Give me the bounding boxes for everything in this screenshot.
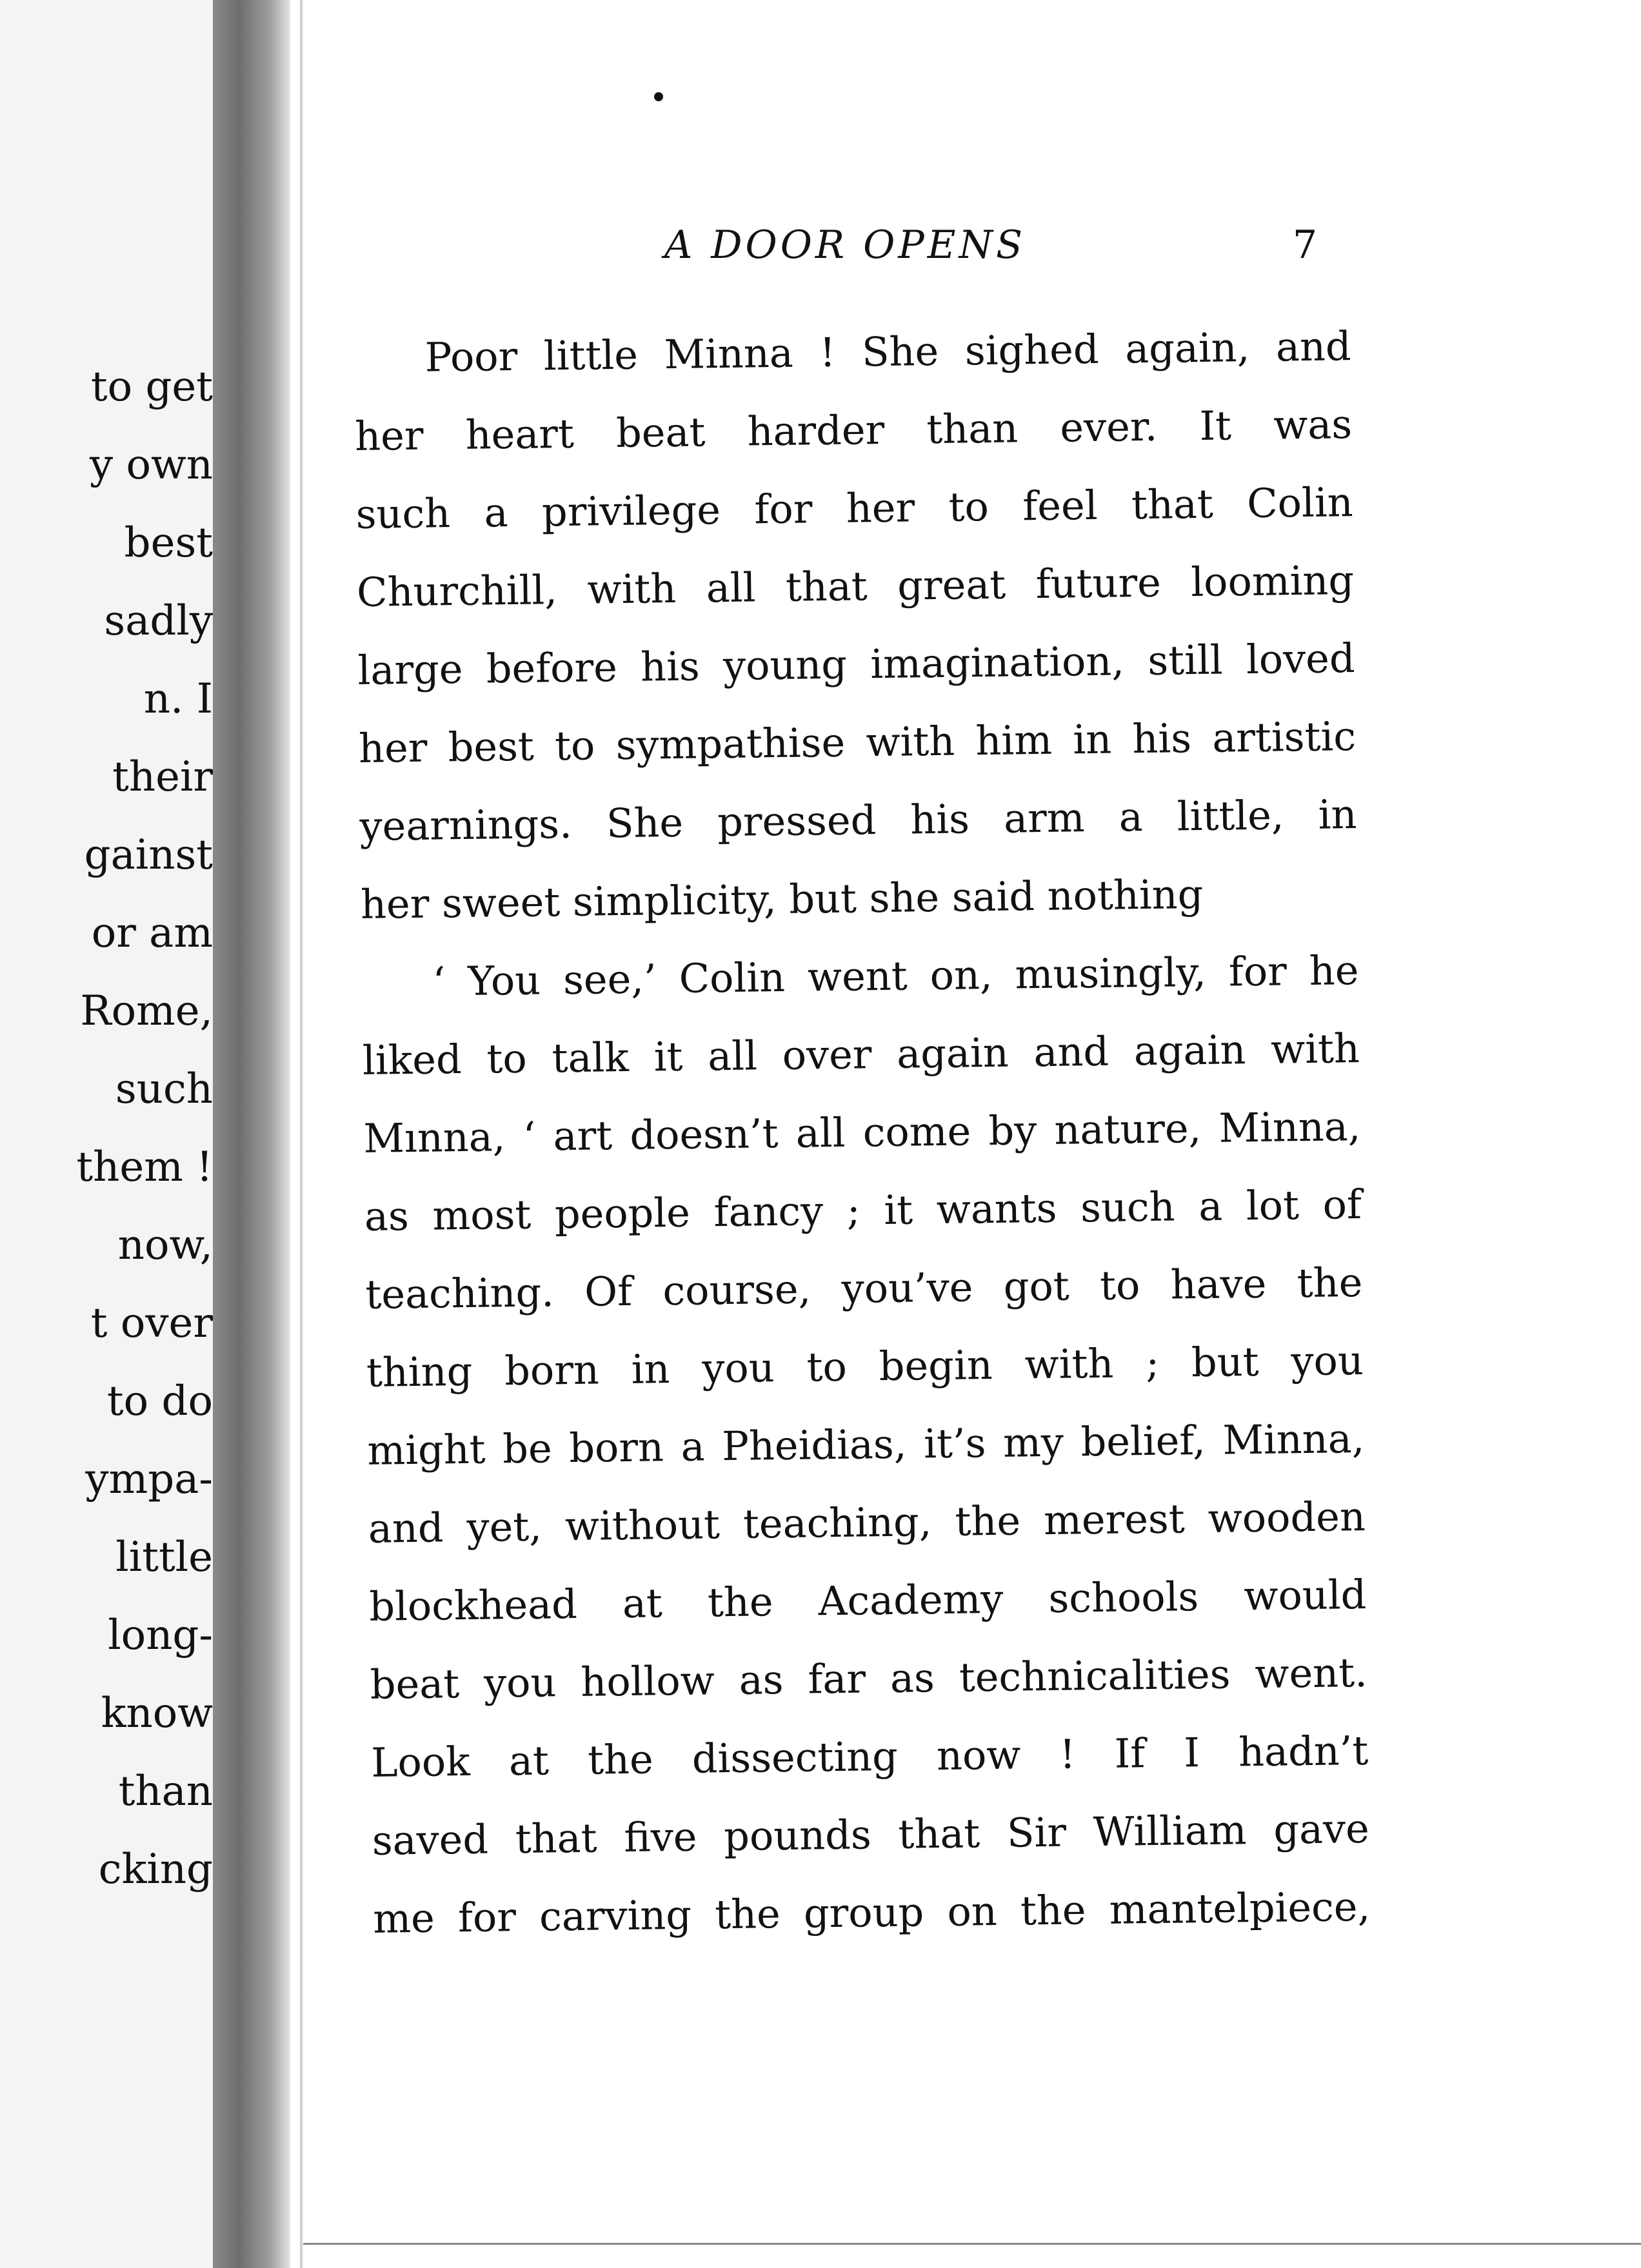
- word: young: [722, 640, 848, 690]
- word: harder: [747, 406, 885, 455]
- text-line: [368, 1477, 1366, 1568]
- word: Pheidias,: [721, 1420, 907, 1470]
- word: yearnings.: [359, 800, 573, 850]
- word: !: [819, 328, 836, 377]
- text-line: [372, 1790, 1369, 1880]
- word: that: [898, 1809, 980, 1858]
- word: little,: [1177, 791, 1284, 840]
- word: five: [623, 1813, 697, 1862]
- text-line: [362, 1009, 1360, 1099]
- facing-page-line: to do: [106, 1377, 213, 1425]
- text-line: [369, 1555, 1367, 1646]
- book-gutter: [213, 0, 290, 2268]
- word: her: [846, 484, 915, 532]
- word: was: [1273, 400, 1353, 449]
- word: to: [1099, 1261, 1140, 1309]
- text-line: [370, 1633, 1368, 1724]
- facing-page-line: long-: [108, 1612, 213, 1659]
- word: mantelpiece,: [1109, 1882, 1371, 1933]
- word: imagination,: [870, 637, 1125, 688]
- word: the: [714, 1890, 781, 1938]
- word: !: [1059, 1730, 1076, 1778]
- facing-page-line: Rome,: [80, 987, 213, 1035]
- word: gave: [1273, 1804, 1370, 1853]
- word: art: [553, 1112, 613, 1160]
- word: course,: [662, 1265, 811, 1315]
- word: group: [803, 1888, 924, 1937]
- facing-page-line: to get: [90, 363, 213, 411]
- word: doesn’t: [629, 1110, 779, 1159]
- word: with: [866, 717, 955, 766]
- word: now: [936, 1731, 1021, 1780]
- word: people: [554, 1188, 691, 1238]
- word: that: [1131, 480, 1214, 529]
- word: to: [486, 1034, 528, 1083]
- word: his: [910, 795, 970, 843]
- word: come: [862, 1107, 971, 1156]
- word: in: [1072, 715, 1112, 764]
- word: ‘: [432, 958, 446, 1005]
- word: got: [1003, 1262, 1070, 1310]
- word: see,’: [562, 955, 657, 1004]
- word: artistic: [1211, 713, 1357, 762]
- word: nature,: [1054, 1105, 1202, 1154]
- word: but: [1191, 1337, 1260, 1386]
- word: such: [355, 489, 451, 538]
- text-line: her sweet simplicity, but she said nothing: [360, 870, 1204, 928]
- word: Sir: [1006, 1808, 1067, 1857]
- facing-page-line: y own: [89, 441, 213, 489]
- word: and: [368, 1504, 444, 1552]
- word: in: [1318, 791, 1357, 838]
- word: without: [564, 1501, 721, 1550]
- word: ever.: [1059, 402, 1158, 451]
- word: wants: [936, 1184, 1057, 1234]
- text-line: [365, 1243, 1363, 1334]
- word: it’s: [923, 1419, 986, 1468]
- word: liked: [362, 1036, 462, 1084]
- word: a: [1198, 1182, 1223, 1230]
- word: privilege: [541, 486, 721, 536]
- word: again: [1133, 1026, 1246, 1075]
- word: in: [631, 1345, 670, 1393]
- word: Academy: [818, 1575, 1004, 1625]
- word: sighed: [964, 325, 1099, 375]
- facing-page-line: best: [124, 519, 213, 567]
- facing-page-line: know: [101, 1690, 213, 1737]
- facing-page-line: ympa-: [85, 1455, 213, 1503]
- word: on,: [930, 951, 993, 1000]
- word: you: [483, 1659, 557, 1707]
- text-line: [361, 931, 1359, 1021]
- facing-page-line: now,: [117, 1221, 213, 1269]
- word: to: [806, 1343, 848, 1391]
- word: pressed: [717, 796, 877, 846]
- text-line: [354, 385, 1352, 475]
- word: Minna,: [1222, 1414, 1365, 1464]
- word: Minna,: [1218, 1103, 1361, 1152]
- text-line: [371, 1711, 1369, 1802]
- word: at: [508, 1737, 550, 1785]
- word: would: [1243, 1570, 1367, 1620]
- word: Churchill,: [356, 566, 558, 616]
- facing-page-line: such: [115, 1065, 213, 1113]
- word: Mınna,: [363, 1113, 506, 1162]
- word: most: [432, 1190, 532, 1239]
- word: as: [739, 1656, 784, 1704]
- word: for: [1228, 947, 1288, 996]
- word: be: [502, 1425, 553, 1473]
- word: belief,: [1080, 1416, 1206, 1466]
- word: yet,: [466, 1503, 542, 1551]
- word: She: [606, 798, 684, 847]
- facing-page-line: or am: [91, 909, 213, 957]
- text-line: [355, 463, 1353, 553]
- word: all: [795, 1109, 846, 1157]
- word: dissecting: [691, 1732, 899, 1782]
- word: with: [1270, 1025, 1360, 1073]
- word: his: [1131, 715, 1192, 763]
- word: than: [926, 404, 1019, 453]
- word: future: [1035, 558, 1162, 608]
- word: Colin: [1246, 478, 1354, 528]
- word: thing: [366, 1347, 473, 1396]
- word: carving: [539, 1891, 692, 1940]
- word: heart: [465, 409, 575, 459]
- word: all: [707, 1032, 758, 1080]
- word: feel: [1022, 481, 1098, 530]
- word: to: [554, 722, 595, 770]
- word: William: [1093, 1806, 1247, 1856]
- word: with: [1024, 1339, 1114, 1388]
- word: the: [1020, 1886, 1086, 1935]
- facing-page-line: sadly: [104, 597, 213, 645]
- word: over: [782, 1030, 872, 1079]
- word: Poor: [424, 332, 518, 381]
- word: as: [364, 1192, 410, 1240]
- facing-page-line: their: [112, 753, 213, 801]
- text-line: [373, 1868, 1371, 1958]
- word: Look: [370, 1737, 471, 1786]
- word: that: [515, 1814, 597, 1863]
- word: it: [653, 1032, 683, 1081]
- word: again: [896, 1029, 1009, 1078]
- text-line: [357, 619, 1355, 709]
- word: teaching.: [365, 1268, 555, 1318]
- running-head: A DOOR OPENS: [664, 222, 1026, 268]
- word: he: [1309, 947, 1359, 994]
- word: ;: [846, 1187, 861, 1234]
- word: still: [1147, 636, 1224, 684]
- text-line: [353, 307, 1351, 397]
- word: my: [1002, 1418, 1064, 1466]
- word: musingly,: [1015, 948, 1207, 998]
- text-line: [364, 1165, 1362, 1256]
- word: She: [861, 327, 939, 376]
- facing-page-line: little: [115, 1533, 213, 1581]
- word: talk: [552, 1033, 630, 1082]
- word: at: [622, 1579, 663, 1628]
- word: ;: [1145, 1339, 1160, 1387]
- word: as: [890, 1654, 935, 1702]
- word: born: [504, 1346, 600, 1395]
- body-text: [353, 307, 1371, 1958]
- word: again,: [1124, 324, 1250, 373]
- gutter-crease: [300, 0, 303, 2268]
- word: You: [467, 956, 541, 1005]
- word: hadn’t: [1238, 1726, 1369, 1776]
- word: Colin: [679, 953, 786, 1002]
- word: teaching,: [742, 1498, 932, 1548]
- word: you: [701, 1344, 775, 1392]
- word: ‘: [522, 1112, 536, 1160]
- word: her: [354, 411, 424, 460]
- word: begin: [879, 1341, 993, 1390]
- text-line: [363, 1087, 1361, 1178]
- word: Of: [584, 1267, 633, 1316]
- facing-page-line: gainst: [84, 831, 213, 879]
- word: of: [1322, 1181, 1362, 1228]
- facing-page-line: them !: [76, 1143, 213, 1191]
- facing-page-text: [0, 348, 213, 1909]
- word: blockhead: [368, 1580, 578, 1630]
- word: have: [1170, 1259, 1267, 1308]
- word: a: [681, 1423, 706, 1470]
- word: little: [543, 331, 639, 380]
- word: to: [948, 482, 990, 531]
- word: merest: [1043, 1495, 1186, 1544]
- word: looming: [1190, 557, 1355, 606]
- word: went.: [1254, 1648, 1368, 1698]
- word: before: [486, 644, 618, 693]
- word: beat: [615, 408, 706, 457]
- word: him: [975, 716, 1053, 765]
- word: a: [1119, 793, 1144, 841]
- word: hollow: [580, 1657, 715, 1706]
- word: his: [640, 642, 701, 691]
- word: arm: [1003, 794, 1085, 842]
- word: Minna: [664, 329, 794, 379]
- word: sympathise: [615, 718, 846, 769]
- text-line: [359, 775, 1357, 865]
- page-number: 7: [1293, 222, 1318, 268]
- word: fancy: [713, 1187, 824, 1236]
- word: the: [707, 1578, 773, 1626]
- facing-page-line: n. I: [143, 675, 213, 723]
- word: lot: [1246, 1181, 1300, 1230]
- word: her: [358, 724, 428, 772]
- word: might: [366, 1425, 486, 1474]
- text-line: [367, 1399, 1365, 1490]
- word: schools: [1048, 1573, 1199, 1622]
- ink-speck: [654, 92, 663, 101]
- word: technicalities: [959, 1650, 1231, 1701]
- word: all: [706, 564, 756, 612]
- word: best: [448, 722, 535, 771]
- word: beat: [370, 1660, 460, 1708]
- word: such: [1080, 1183, 1175, 1232]
- word: you: [1291, 1336, 1364, 1385]
- page-bottom-edge: [303, 2243, 1641, 2245]
- text-line: [356, 541, 1354, 631]
- word: great: [897, 560, 1006, 609]
- word: that: [785, 562, 868, 611]
- word: it: [883, 1186, 913, 1234]
- facing-page-line: t over: [90, 1299, 213, 1347]
- word: saved: [372, 1815, 489, 1864]
- word: by: [988, 1107, 1037, 1155]
- word: for: [754, 485, 813, 533]
- word: loved: [1246, 635, 1355, 684]
- word: with: [587, 564, 677, 613]
- facing-page-line: than: [118, 1768, 213, 1815]
- word: pounds: [723, 1811, 872, 1860]
- word: me: [372, 1894, 435, 1942]
- word: wooden: [1208, 1492, 1366, 1542]
- word: far: [808, 1655, 866, 1703]
- word: on: [947, 1887, 998, 1935]
- word: went: [807, 952, 908, 1001]
- word: born: [568, 1423, 664, 1472]
- word: large: [357, 645, 463, 694]
- word: the: [587, 1735, 654, 1784]
- word: a: [484, 489, 508, 537]
- word: you’ve: [841, 1263, 973, 1312]
- word: the: [1297, 1259, 1363, 1307]
- word: I: [1183, 1729, 1200, 1777]
- facing-page: [0, 0, 213, 2268]
- word: the: [955, 1497, 1021, 1545]
- text-line: [358, 697, 1356, 787]
- word: and: [1033, 1027, 1109, 1076]
- word: If: [1114, 1730, 1146, 1777]
- facing-page-line: cking: [98, 1846, 213, 1893]
- word: and: [1275, 322, 1352, 371]
- word: It: [1199, 402, 1232, 449]
- word: for: [457, 1893, 517, 1942]
- text-line: [366, 1321, 1364, 1412]
